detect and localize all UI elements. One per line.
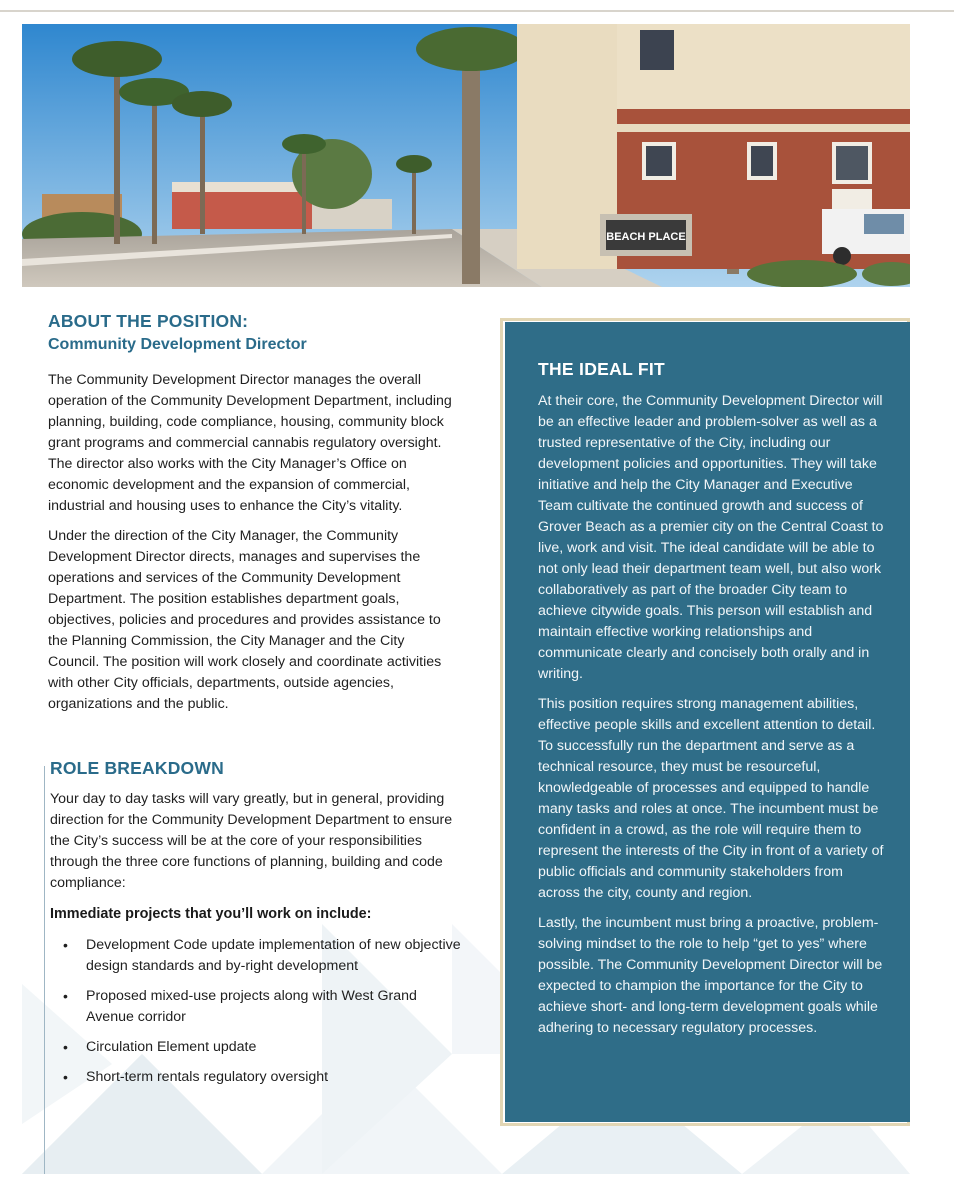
left-accent-rule	[44, 766, 45, 1174]
role-heading: ROLE BREAKDOWN	[50, 758, 224, 778]
hero-street-photo	[22, 24, 910, 287]
ideal-fit-paragraph: Lastly, the incumbent must bring a proactive, problem-solving mindset to the role to help “get to yes” where possible. The Community Development Director will be expected to champion the importance for the City to achieve short- and long-term development goals while adhering to necessary regulatory processes.	[538, 915, 883, 1036]
about-paragraph: The Community Development Director manages the overall operation of the Community Development Department, including planning, building, code compliance, housing, community block grant programs and commercial cannabis regulatory oversight. The director also works with the City Manager’s Office on economic development and the expansion of commercial, industrial and housing uses to enhance the City’s vitality.	[48, 372, 452, 514]
about-section	[48, 310, 458, 715]
bullet-icon: •	[63, 1039, 68, 1055]
page-top-rule	[0, 10, 954, 12]
project-text: Development Code update implementation of new objective design standards and by-right development	[86, 937, 461, 974]
list-item	[50, 1037, 462, 1058]
about-paragraph: Under the direction of the City Manager, the Community Development Director directs, manages and supervises the operations and services of the Community Development Department. The position establishes department goals, objectives, policies and procedures and provides assistance to the Planning Commission, the City Manager and the City Council. The position will work closely and coordinate activities with other City officials, departments, outside agencies, organizations and the public.	[48, 528, 442, 712]
list-item	[50, 986, 462, 1028]
role-breakdown-section	[50, 757, 462, 1097]
project-text: Short-term rentals regulatory oversight	[86, 1069, 329, 1085]
brochure-page	[22, 24, 910, 1174]
project-text: Circulation Element update	[86, 1039, 257, 1055]
ideal-fit-paragraph: At their core, the Community Development Director will be an effective leader and problem-solver as well as a trusted representative of the City, including our development policies and opportunities. They will take initiative and help the City Manager and Executive Team cultivate the continued growth and success of Grover Beach as a premier city on the Central Coast to live, work and visit. The ideal candidate will be able to not only lead their department team well, but also work collaboratively as part of the broader City team to achieve citywide goals. This person will establish and maintain effective working relationships and communicate clearly and concisely both orally and in writing.	[538, 393, 884, 682]
list-item	[50, 935, 462, 977]
ideal-fit-paragraph: This position requires strong management abilities, effective people skills and excellent attention to detail. To successfully run the department and serve as a technical resource, they must be resourceful, knowledgeable of processes and equipped to handle many tasks and roles at once. The incumbent must be confident in a crowd, as the role will require them to represent the interests of the City in front of a variety of public officials and community stakeholders from across the city, county and region.	[538, 696, 884, 901]
projects-list	[50, 935, 462, 1088]
bullet-icon: •	[63, 1069, 68, 1085]
bullet-icon: •	[63, 988, 68, 1004]
bullet-icon: •	[63, 937, 68, 953]
list-item	[50, 1067, 462, 1088]
about-heading: ABOUT THE POSITION:	[48, 311, 249, 331]
projects-heading: Immediate projects that you’ll work on include:	[50, 906, 372, 922]
ideal-fit-box	[505, 322, 910, 1122]
about-subheading: Community Development Director	[48, 336, 307, 353]
ideal-fit-heading: THE IDEAL FIT	[538, 359, 666, 379]
hero-sign-text: BEACH PLACE	[606, 231, 686, 243]
role-intro: Your day to day tasks will vary greatly, but in general, providing direction for the Community Development Department to ensure the City’s success will be at the core of your responsibilities through the three core functions of planning, building and code compliance:	[50, 791, 453, 891]
project-text: Proposed mixed-use projects along with West Grand Avenue corridor	[86, 988, 417, 1025]
